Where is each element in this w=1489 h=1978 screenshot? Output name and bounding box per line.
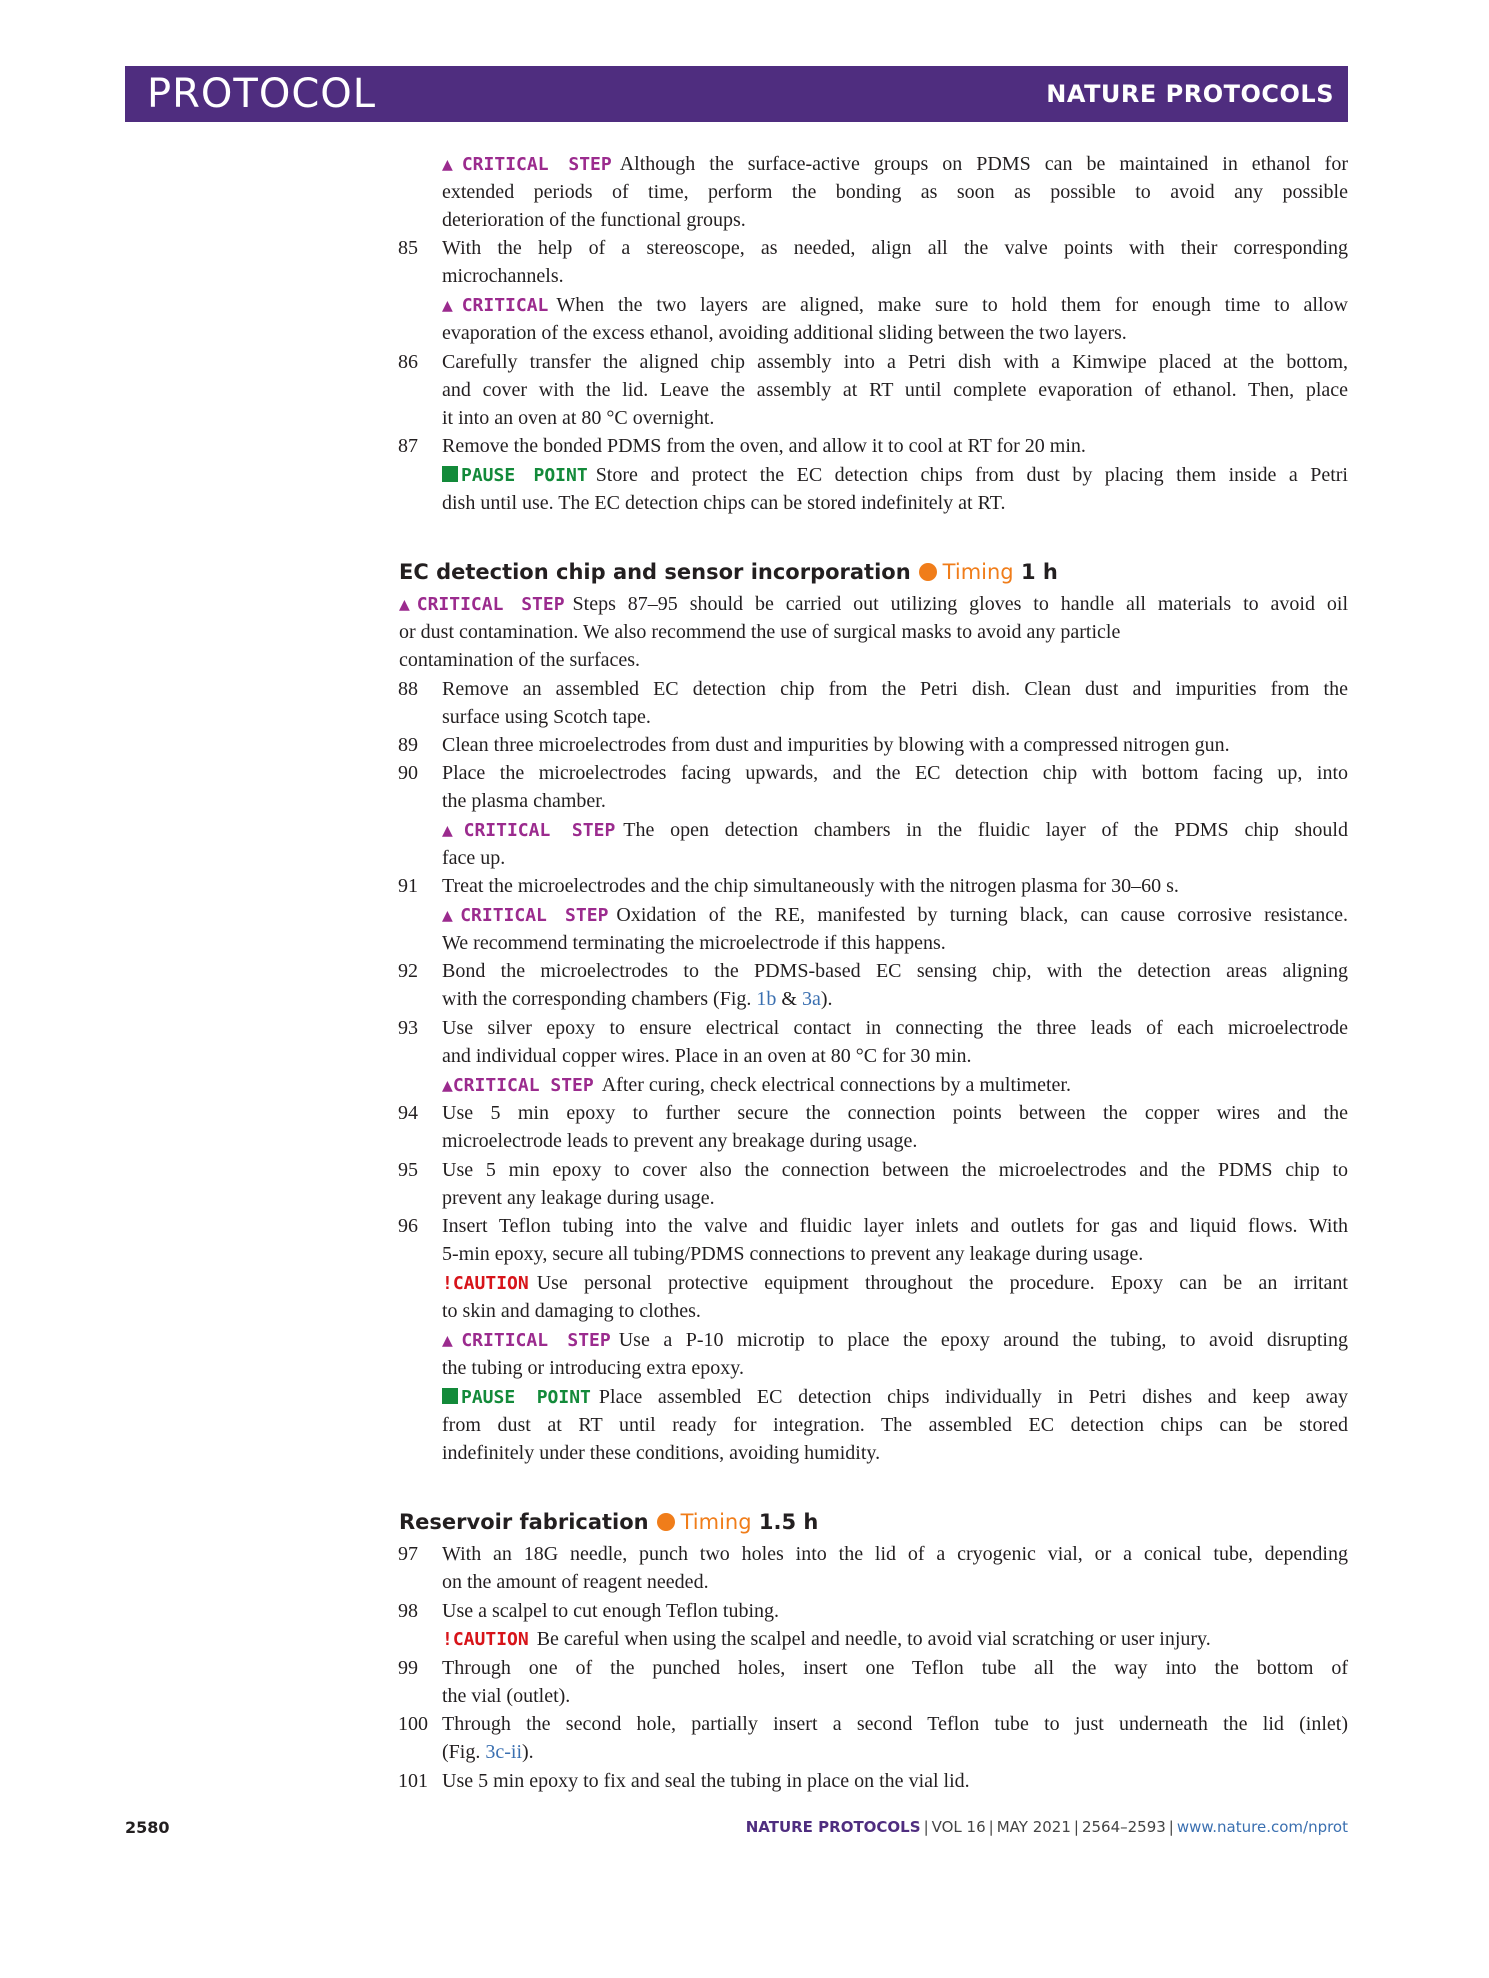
figure-link[interactable]: 1b [756,988,777,1010]
pause-point-note: PAUSE POINT Store and protect the EC detection chips from dust by placing them inside a Petri [442,461,1348,490]
timing-dot-icon [919,563,937,581]
step-text: with the corresponding chambers (Fig. 1b & 3a). [442,988,833,1010]
step-text: Insert Teflon tubing into the valve and fluidic layer inlets and outlets for gas and liquid flows. With [442,1215,1348,1237]
step-text: prevent any leakage during usage. [442,1187,715,1209]
step-number: 98 [398,1600,418,1622]
caution-exclamation-icon: !CAUTION [442,1629,529,1650]
timing-dot-icon [657,1513,675,1531]
step-text: Through one of the punched holes, insert one Teflon tube all the way into the bottom of [442,1657,1348,1679]
step-text: 5-min epoxy, secure all tubing/PDMS connections to prevent any leakage during usage. [442,1243,1144,1265]
step-text: on the amount of reagent needed. [442,1571,709,1593]
step-text: Use a scalpel to cut enough Teflon tubing. [442,1600,780,1622]
critical-step-note: ▲CRITICAL STEP Use a P-10 microtip to place the epoxy around the tubing, to avoid disrupting [442,1329,1348,1351]
step-number: 97 [398,1543,418,1565]
step-text: (Fig. 3c-ii). [442,1741,534,1763]
figure-link[interactable]: 3a [801,988,821,1010]
text-line: contamination of the surfaces. [399,649,641,671]
critical-triangle-icon: ▲CRITICAL STEP [442,154,612,175]
pause-square-icon: PAUSE POINT [442,465,588,486]
critical-triangle-icon: ▲CRITICAL STEP [442,905,609,926]
text-line: to skin and damaging to clothes. [442,1300,701,1322]
step-number: 89 [398,734,418,756]
step-text: Use 5 min epoxy to further secure the connection points between the copper wires and the [442,1102,1348,1124]
step-text: With the help of a stereoscope, as needed, align all the valve points with their corresponding [442,237,1348,259]
footer-citation: NATURE PROTOCOLS | VOL 16 | MAY 2021 | 2564–2593 | www.nature.com/nprot [745,1818,1348,1836]
critical-triangle-icon: ▲CRITICAL STEP [442,1075,594,1096]
footer-pages: 2564–2593 [1081,1818,1166,1836]
critical-triangle-icon: ▲CRITICAL STEP [442,1330,611,1351]
footer-journal: NATURE PROTOCOLS [745,1818,921,1836]
critical-step-note: ▲CRITICAL STEP Oxidation of the RE, manifested by turning black, can cause corrosive resistance. [442,904,1348,926]
step-text: Place the microelectrodes facing upwards, and the EC detection chip with bottom facing up, into [442,762,1348,784]
step-number: 95 [398,1159,418,1181]
step-text: the vial (outlet). [442,1685,571,1707]
step-text: With an 18G needle, punch two holes into the lid of a cryogenic vial, or a conical tube, depending [442,1543,1348,1565]
text-line: from dust at RT until ready for integration. The assembled EC detection chips can be stored [442,1414,1348,1436]
step-number: 101 [398,1770,428,1792]
page-number: 2580 [125,1818,170,1837]
step-number: 87 [398,435,418,457]
step-text: and cover with the lid. Leave the assembly at RT until complete evaporation of ethanol. Then, place [442,379,1348,401]
step-text: Carefully transfer the aligned chip assembly into a Petri dish with a Kimwipe placed at the bottom, [442,351,1348,373]
caution-exclamation-icon: !CAUTION [442,1273,529,1294]
step-number: 90 [398,762,418,784]
text-line: or dust contamination. We also recommend the use of surgical masks to avoid any particle [399,621,1121,643]
step-text: Remove an assembled EC detection chip from the Petri dish. Clean dust and impurities from the [442,678,1348,700]
critical-triangle-icon: ▲CRITICAL STEP [399,594,565,615]
step-text: Use silver epoxy to ensure electrical contact in connecting the three leads of each microelectrode [442,1017,1348,1039]
step-number: 94 [398,1102,418,1124]
text-line: deterioration of the functional groups. [442,209,746,231]
critical-step-note: ▲CRITICAL STEP The open detection chambers in the fluidic layer of the PDMS chip should [442,819,1348,841]
text-line: indefinitely under these conditions, avoiding humidity. [442,1442,881,1464]
text-line: We recommend terminating the microelectrode if this happens. [442,932,946,954]
step-number: 93 [398,1017,418,1039]
critical-step-note: ▲CRITICAL STEP After curing, check electrical connections by a multimeter. [442,1074,1071,1096]
text-line: dish until use. The EC detection chips can be stored indefinitely at RT. [442,492,1006,514]
step-number: 92 [398,960,418,982]
caution-note: !CAUTION Be careful when using the scalpel and needle, to avoid vial scratching or user injury. [442,1628,1211,1650]
pause-point-note: PAUSE POINT Place assembled EC detection chips individually in Petri dishes and keep away [442,1383,1348,1412]
step-text: surface using Scotch tape. [442,706,651,728]
figure-link[interactable]: 3c-ii [485,1741,522,1763]
critical-note: ▲CRITICAL When the two layers are aligned, make sure to hold them for enough time to allow [442,294,1348,316]
step-text: Use 5 min epoxy to cover also the connection between the microelectrodes and the PDMS chip to [442,1159,1348,1181]
footer-url-link[interactable]: www.nature.com/nprot [1176,1818,1348,1836]
protocol-label: PROTOCOL [147,71,377,117]
step-number: 85 [398,237,418,259]
caution-note: !CAUTION Use personal protective equipment throughout the procedure. Epoxy can be an irritant [442,1272,1348,1294]
step-number: 86 [398,351,418,373]
section-heading: EC detection chip and sensor incorporation Timing 1 h [399,560,1058,584]
text-line: face up. [442,847,506,869]
footer-volume: VOL 16 [931,1818,986,1836]
step-text: and individual copper wires. Place in an oven at 80 °C for 30 min. [442,1045,972,1067]
journal-header-bar [125,66,1348,122]
step-number: 99 [398,1657,418,1679]
journal-name: NATURE PROTOCOLS [1046,80,1334,108]
step-number: 88 [398,678,418,700]
text-line: extended periods of time, perform the bonding as soon as possible to avoid any possible [442,181,1348,203]
pause-square-icon: PAUSE POINT [442,1387,591,1408]
step-text: microchannels. [442,265,564,287]
step-text: the plasma chamber. [442,790,606,812]
footer-date: MAY 2021 [996,1818,1071,1836]
text-line: the tubing or introducing extra epoxy. [442,1357,744,1379]
step-number: 91 [398,875,418,897]
step-text: Clean three microelectrodes from dust and impurities by blowing with a compressed nitrogen gun. [442,734,1230,756]
step-text: Through the second hole, partially insert a second Teflon tube to just underneath the lid (inlet) [442,1713,1348,1735]
text-line: evaporation of the excess ethanol, avoiding additional sliding between the two layers. [442,322,1127,344]
critical-triangle-icon: ▲CRITICAL STEP [442,820,616,841]
section-heading: Reservoir fabrication Timing 1.5 h [399,1510,819,1534]
critical-step-note: ▲CRITICAL STEP Steps 87–95 should be carried out utilizing gloves to handle all materials to avoid oil [399,593,1348,615]
step-number: 96 [398,1215,418,1237]
step-text: it into an oven at 80 °C overnight. [442,407,715,429]
step-text: Remove the bonded PDMS from the oven, and allow it to cool at RT for 20 min. [442,435,1086,457]
step-text: Treat the microelectrodes and the chip simultaneously with the nitrogen plasma for 30–60 s. [442,875,1179,897]
step-text: Use 5 min epoxy to fix and seal the tubing in place on the vial lid. [442,1770,970,1792]
critical-triangle-icon: ▲CRITICAL [442,295,549,316]
step-text: microelectrode leads to prevent any breakage during usage. [442,1130,918,1152]
step-number: 100 [398,1713,428,1735]
critical-step-note: ▲CRITICAL STEP Although the surface-active groups on PDMS can be maintained in ethanol for [442,153,1348,175]
step-text: Bond the microelectrodes to the PDMS-based EC sensing chip, with the detection areas aligning [442,960,1348,982]
